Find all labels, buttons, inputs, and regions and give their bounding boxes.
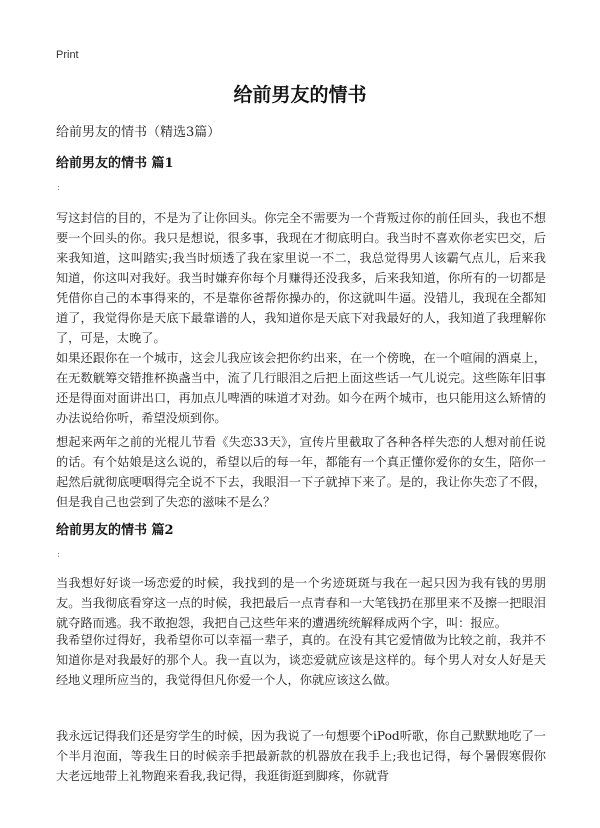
document-subtitle: 给前男友的情书（精选3篇） <box>56 125 221 140</box>
section-1-marker: : <box>57 183 61 193</box>
section-1-paragraph-2: 如果还跟你在一个城市，这会儿我应该会把你约出来，在一个傍晚，在一个喧闹的酒桌上，在无数觥筹交错推杯换盏当中，流了几行眼泪之后把上面这些话一气儿说完。这些陈年旧事还是得面对面讲出口，再加点儿啤酒的味道才对劲。如今在两个城市，也只能用这么矫情的办法说给你听，希望没烦到你。 <box>56 351 546 425</box>
section-2-paragraph-1: 当我想好好谈一场恋爱的时候，我找到的是一个劣迹斑斑与我在一起只因为我有钱的男朋友。当我彻底看穿这一点的时候，我把最后一点青春和一大笔钱扔在那里来不及擦一把眼泪就夺路而逃。我不敢抱怨，我把自己这些年来的遭遇统统解释成两个字，叫：报应。 <box>56 576 546 630</box>
page-title: 给前男友的情书 <box>233 84 367 106</box>
section-heading-1: 给前男友的情书 篇1 <box>56 156 174 171</box>
section-2-paragraph-3: 我永远记得我们还是穷学生的时候，因为我说了一句想要个iPod听歌，你自己默默地吃了一个半月泡面，等我生日的时候亲手把最新款的机器放在我手上;我也记得，每个暑假寒假你大老远地带上礼物跑来看我,我记得，我逛街逛到脚疼，你就背 <box>56 729 546 783</box>
section-1-paragraph-3: 想起来两年之前的光棍儿节看《失恋33天》，宣传片里截取了各种各样失恋的人想对前任说的话。有个姑娘是这么说的，希望以后的每一年，都能有一个真正懂你爱你的女生，陪你一起然后就彻底哽咽得完全说不下去，我眼泪一下子就掉下来了。是的，我让你失恋了不假，但是我自己也尝到了失恋的滋味不是么？ <box>56 435 546 509</box>
section-1-paragraph-1: 写这封信的目的，不是为了让你回头。你完全不需要为一个背叛过你的前任回头，我也不想要一个回头的你。我只是想说，很多事，我现在才彻底明白。我当时不喜欢你老实巴交，后来我知道，这叫踏实;我当时烦透了我在家里说一不二，我总觉得男人该霸气点儿，后来我知道，你这叫对我好。我当时嫌弃你每个月赚得还没我多，后来我知道，你所有的一切都是凭借你自己的本事得来的，不是靠你爸帮你操办的，你这就叫牛逼。没错儿，我现在全都知道了，我觉得你是天底下最靠谱的人，我知道你是天底下对我最好的人，我知道了我理解你了，可是，太晚了。 <box>56 211 546 345</box>
print-label: Print <box>56 49 79 61</box>
section-2-paragraph-2: 我希望你过得好，我希望你可以幸福一辈子，真的。在没有其它爱情做为比较之前，我并不知道你是对我最好的那个人。我一直以为，谈恋爱就应该是这样的。每个男人对女人好是天经地义理所应当的，我觉得但凡你爱一个人，你就应该这么做。 <box>56 633 546 687</box>
section-2-marker: : <box>57 550 61 560</box>
section-heading-2: 给前男友的情书 篇2 <box>56 523 174 538</box>
